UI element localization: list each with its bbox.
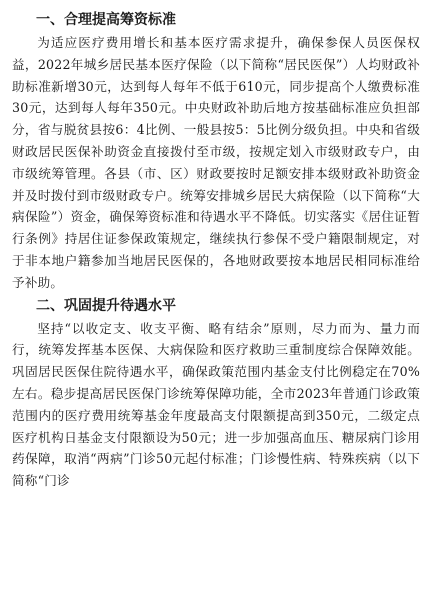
section-paragraph-benefits: 坚持“以收定支、收支平衡、略有结余”原则，尽力而为、量力而行，统筹发挥基本医保、大病保险和医疗救助三重制度综合保障效能。巩固居民医保住院待遇水平，确保政策范围内基金支付比例稳定在70%左右。稳步提高居民医保门诊统筹保障功能，全市2023年普通门诊政策范围内的医疗费用统筹基金年度最高支付限额提高到350元，二级定点医疗机构日基金支付限额设为50元；进一步加强高血压、糖尿病门诊用药保障，取消“两病”门诊50元起付标准；门诊慢性病、特殊疾病（以下简称“门诊 — [12, 320, 420, 489]
section-heading-benefits: 二、巩固提升待遇水平 — [36, 297, 176, 314]
section-paragraph-funding: 为适应医疗费用增长和基本医疗需求提升，确保参保人员医保权益，2022年城乡居民基本医疗保险（以下简称“居民医保”）人均财政补助标准新增30元，达到每人每年不低于610元，同步提高个人缴费标准30元，达到每人每年350元。中央财政补助后地方按基础标准应负担部分，省与脱贫县按6：4比例、一般县按5：5比例分级负担。中央和省级财政居民医保补助资金直接拨付至市级，按规定划入市级财政专户，由市级统筹管理。各县（市、区）财政要按时足额安排本级财政补助资金并及时拨付到市级财政专户。统筹安排城乡居民大病保险（以下简称“大病保险”）资金，确保筹资标准和待遇水平不降低。切实落实《居住证暂行条例》持居住证参保政策规定，继续执行参保不受户籍限制规定，对于非本地户籍参加当地居民医保的，各地财政要按本地居民相同标准给予补助。 — [12, 35, 420, 290]
section-heading-funding: 一、合理提高筹资标准 — [36, 12, 176, 28]
